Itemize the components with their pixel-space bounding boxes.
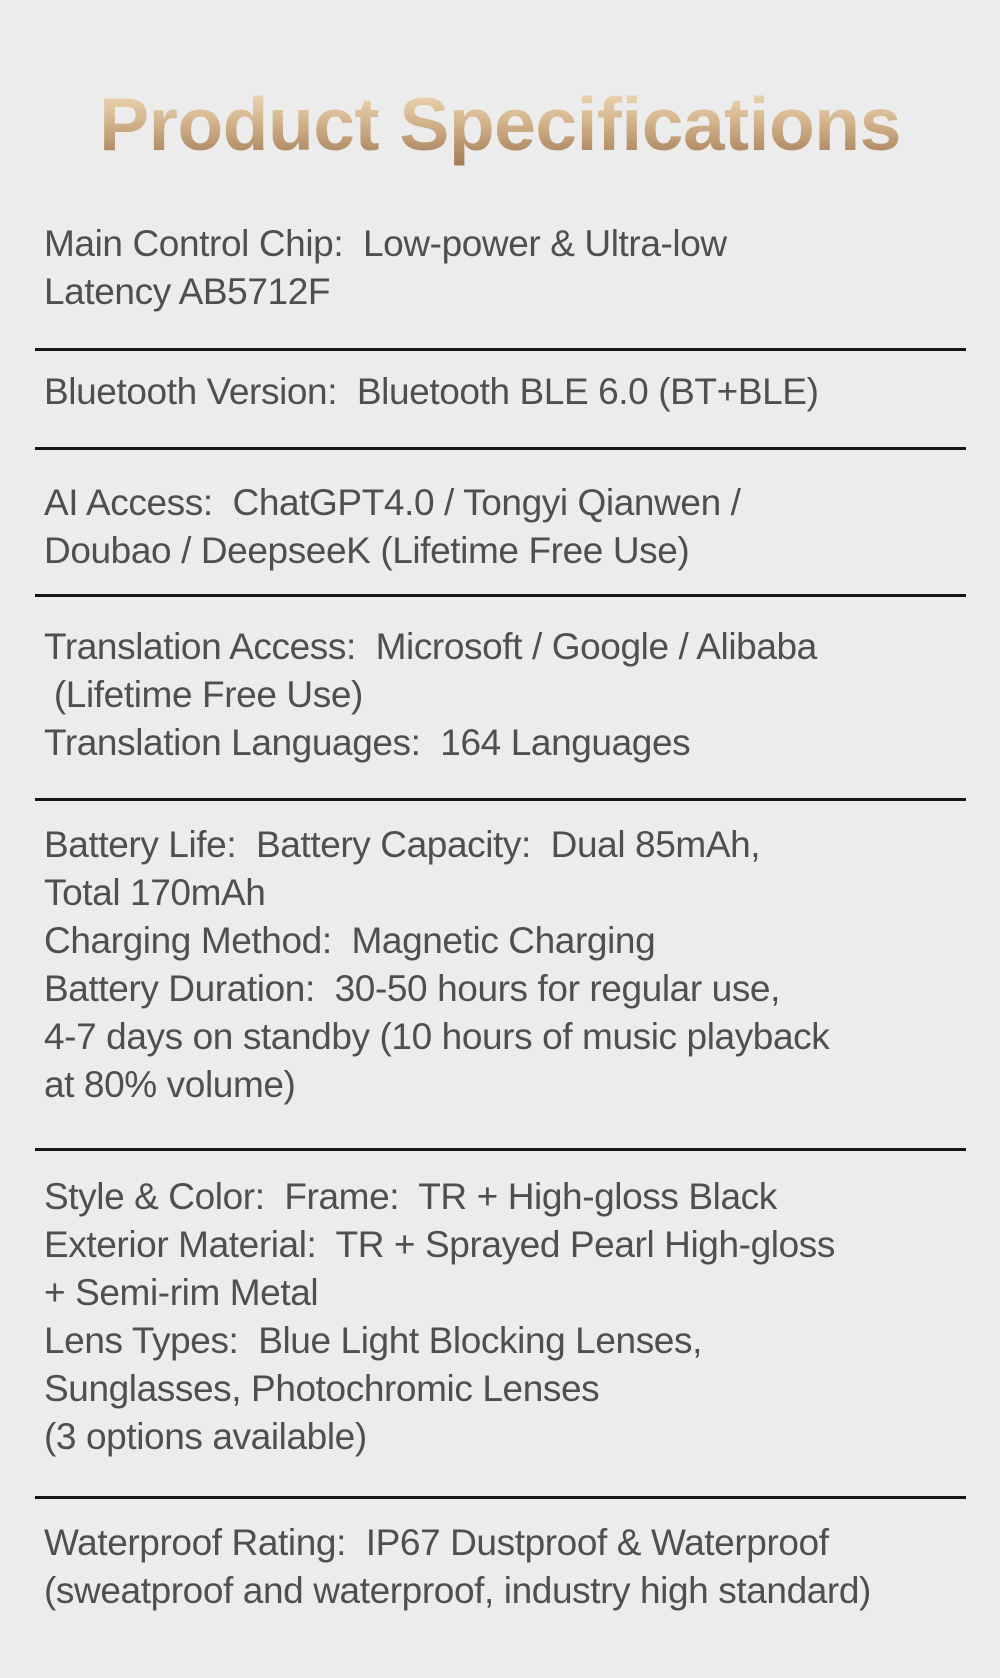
spec-line: Lens Types: Blue Light Blocking Lenses, xyxy=(44,1320,702,1361)
section-style-color xyxy=(44,1173,974,1461)
spec-line: Exterior Material: TR + Sprayed Pearl High-gloss xyxy=(44,1224,835,1265)
section-translation xyxy=(44,623,974,767)
spec-line: AI Access: ChatGPT4.0 / Tongyi Qianwen / xyxy=(44,482,741,523)
section-divider xyxy=(35,1148,966,1151)
spec-line: Sunglasses, Photochromic Lenses xyxy=(44,1368,600,1409)
spec-line: Style & Color: Frame: TR + High-gloss Black xyxy=(44,1176,777,1217)
spec-line: Total 170mAh xyxy=(44,872,266,913)
section-main-control-chip xyxy=(44,220,974,316)
section-divider xyxy=(35,1496,966,1499)
spec-line: Translation Access: Microsoft / Google / Alibaba xyxy=(44,626,817,667)
spec-line: Latency AB5712F xyxy=(44,271,331,312)
section-ai-access xyxy=(44,479,974,575)
section-divider xyxy=(35,594,966,597)
spec-line: Battery Life: Battery Capacity: Dual 85mAh, xyxy=(44,824,761,865)
spec-line: Waterproof Rating: IP67 Dustproof & Waterproof xyxy=(44,1522,829,1563)
spec-line: at 80% volume) xyxy=(44,1064,296,1105)
page-title: Product Specifications xyxy=(0,80,1000,168)
section-bluetooth-version xyxy=(44,368,974,416)
spec-line: Charging Method: Magnetic Charging xyxy=(44,920,656,961)
spec-line: Main Control Chip: Low-power & Ultra-low xyxy=(44,223,727,264)
section-divider xyxy=(35,348,966,351)
section-divider xyxy=(35,798,966,801)
spec-line: Bluetooth Version: Bluetooth BLE 6.0 (BT+BLE) xyxy=(44,371,819,412)
spec-line: Doubao / DeepseeK (Lifetime Free Use) xyxy=(44,530,690,571)
section-waterproof-rating xyxy=(44,1519,974,1615)
spec-line: Battery Duration: 30-50 hours for regular use, xyxy=(44,968,780,1009)
section-battery-life xyxy=(44,821,974,1109)
spec-line: (sweatproof and waterproof, industry high standard) xyxy=(44,1570,871,1611)
spec-line: (Lifetime Free Use) xyxy=(44,674,363,715)
spec-line: 4-7 days on standby (10 hours of music playback xyxy=(44,1016,830,1057)
spec-line: (3 options available) xyxy=(44,1416,367,1457)
section-divider xyxy=(35,447,966,450)
spec-line: + Semi-rim Metal xyxy=(44,1272,319,1313)
spec-line: Translation Languages: 164 Languages xyxy=(44,722,691,763)
